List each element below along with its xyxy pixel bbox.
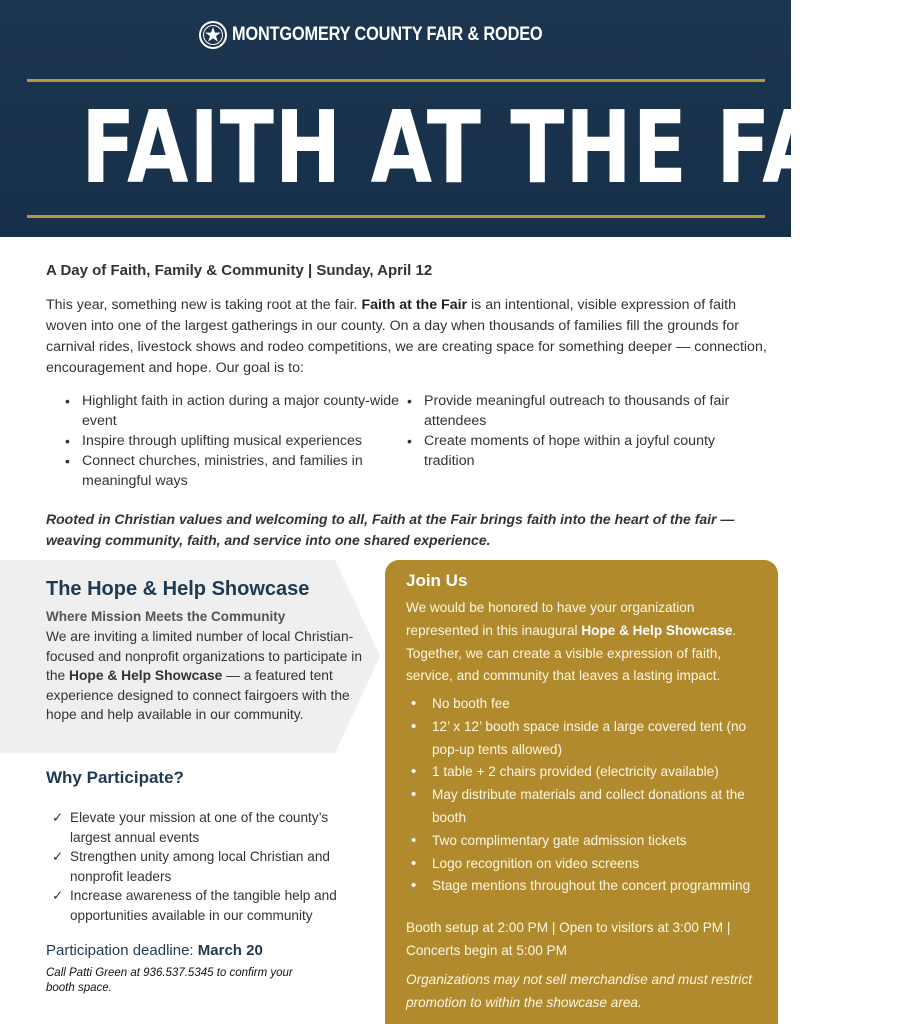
fair-logo-icon — [198, 20, 228, 50]
join-text-2: . Together, we can create a visible expression of faith, service, and community that leaves a lasting impact. — [406, 622, 737, 684]
intro-section — [46, 262, 771, 379]
goals-list — [46, 391, 771, 491]
benefit-item: • Two complimentary gate admission tickets — [409, 830, 759, 853]
checkmark-icon: ✓ — [52, 888, 64, 904]
rooted-statement: Rooted in Christian values and welcoming to all, Faith at the Fair brings faith into the heart of the fair — weaving community, faith, and service into one shared experience. — [46, 511, 735, 548]
benefit-item: • May distribute materials and collect donations at the booth — [409, 784, 759, 830]
benefit-item: • Stage mentions throughout the concert programming — [409, 875, 759, 898]
goals-column-right — [407, 391, 747, 491]
why-item — [52, 886, 366, 925]
showcase-subtitle: Where Mission Meets the Community — [46, 609, 286, 624]
goal-item: • Highlight faith in action during a major county-wide event — [65, 391, 405, 431]
goal-item: • Inspire through uplifting musical experiences — [65, 431, 405, 451]
why-item-text: Elevate your mission at one of the county’s largest annual events — [70, 810, 329, 845]
join-text — [406, 597, 766, 688]
showcase-text-1: We are inviting a limited number of local Christian-focused and nonprofit organizations to participate in the — [46, 629, 363, 684]
goal-item: • Provide meaningful outreach to thousands of fair attendees — [407, 391, 747, 431]
top-gold-rule — [27, 79, 765, 82]
intro-text-bold: Faith at the Fair — [361, 297, 468, 313]
goal-item: • Connect churches, ministries, and families in meaningful ways — [65, 451, 405, 491]
benefit-item: • Logo recognition on video screens — [409, 853, 759, 876]
intro-text-1: This year, something new is taking root at the fair. — [46, 297, 362, 313]
benefits-list — [409, 693, 759, 898]
join-text-bold: Hope & Help Showcase — [581, 622, 733, 638]
why-list — [52, 808, 366, 926]
join-us-card — [385, 560, 778, 1024]
why-item — [52, 808, 366, 847]
why-item-text: Increase awareness of the tangible help and opportunities available in our community — [70, 888, 337, 923]
page-title: FAITH AT THE FAIR — [81, 89, 917, 206]
why-item-text: Strengthen unity among local Christian and nonprofit leaders — [70, 849, 330, 884]
why-participate-section — [46, 768, 366, 926]
showcase-title: The Hope & Help Showcase — [46, 578, 310, 600]
why-title: Why Participate? — [46, 768, 184, 787]
deadline-label: Participation deadline: — [46, 942, 198, 959]
join-text-1: We would be honored to have your organization represented in this inaugural — [406, 600, 695, 638]
goal-item: • Create moments of hope within a joyful county tradition — [407, 431, 747, 471]
showcase-text-2: — a featured tent experience designed to connect fairgoers with the hope and help available in our community. — [46, 668, 350, 723]
brand — [0, 20, 791, 55]
dateline: A Day of Faith, Family & Community | Sunday, April 12 — [46, 262, 433, 279]
restriction-note: Organizations may not sell merchandise and must restrict promotion to within the showcase area. — [406, 972, 753, 1010]
benefit-item: • No booth fee — [409, 693, 759, 716]
header-banner — [0, 0, 917, 237]
bottom-gold-rule — [27, 215, 765, 218]
intro-text-2: is an intentional, visible expression of faith woven into one of the largest gatherings in our county. On a day when thousands of families fill the grounds for carnival rides, livestock shows and rodeo competitions, we are creating space for something deeper — connection, encouragement and hope. Our goal is to: — [46, 297, 767, 376]
showcase-text-bold: Hope & Help Showcase — [69, 668, 223, 684]
join-title: Join Us — [406, 571, 468, 590]
schedule-times: Booth setup at 2:00 PM | Open to visitors at 3:00 PM | Concerts begin at 5:00 PM — [406, 920, 731, 958]
participation-deadline — [46, 942, 263, 959]
goals-column-left — [65, 391, 405, 491]
checkmark-icon: ✓ — [52, 810, 64, 825]
benefit-item: • 1 table + 2 chairs provided (electricity available) — [409, 761, 759, 784]
brand-name: MONTGOMERY COUNTY FAIR & RODEO — [231, 24, 543, 45]
intro-paragraph — [46, 295, 771, 379]
checkmark-icon: ✓ — [52, 849, 64, 865]
why-item — [52, 847, 366, 886]
showcase-section — [46, 578, 366, 725]
showcase-text — [46, 627, 366, 725]
deadline-date: March 20 — [197, 942, 263, 959]
benefit-item: • 12’ x 12’ booth space inside a large covered tent (no pop-up tents allowed) — [409, 716, 759, 762]
contact-note: Call Patti Green at 936.537.5345 to confirm your booth space. — [46, 967, 293, 994]
